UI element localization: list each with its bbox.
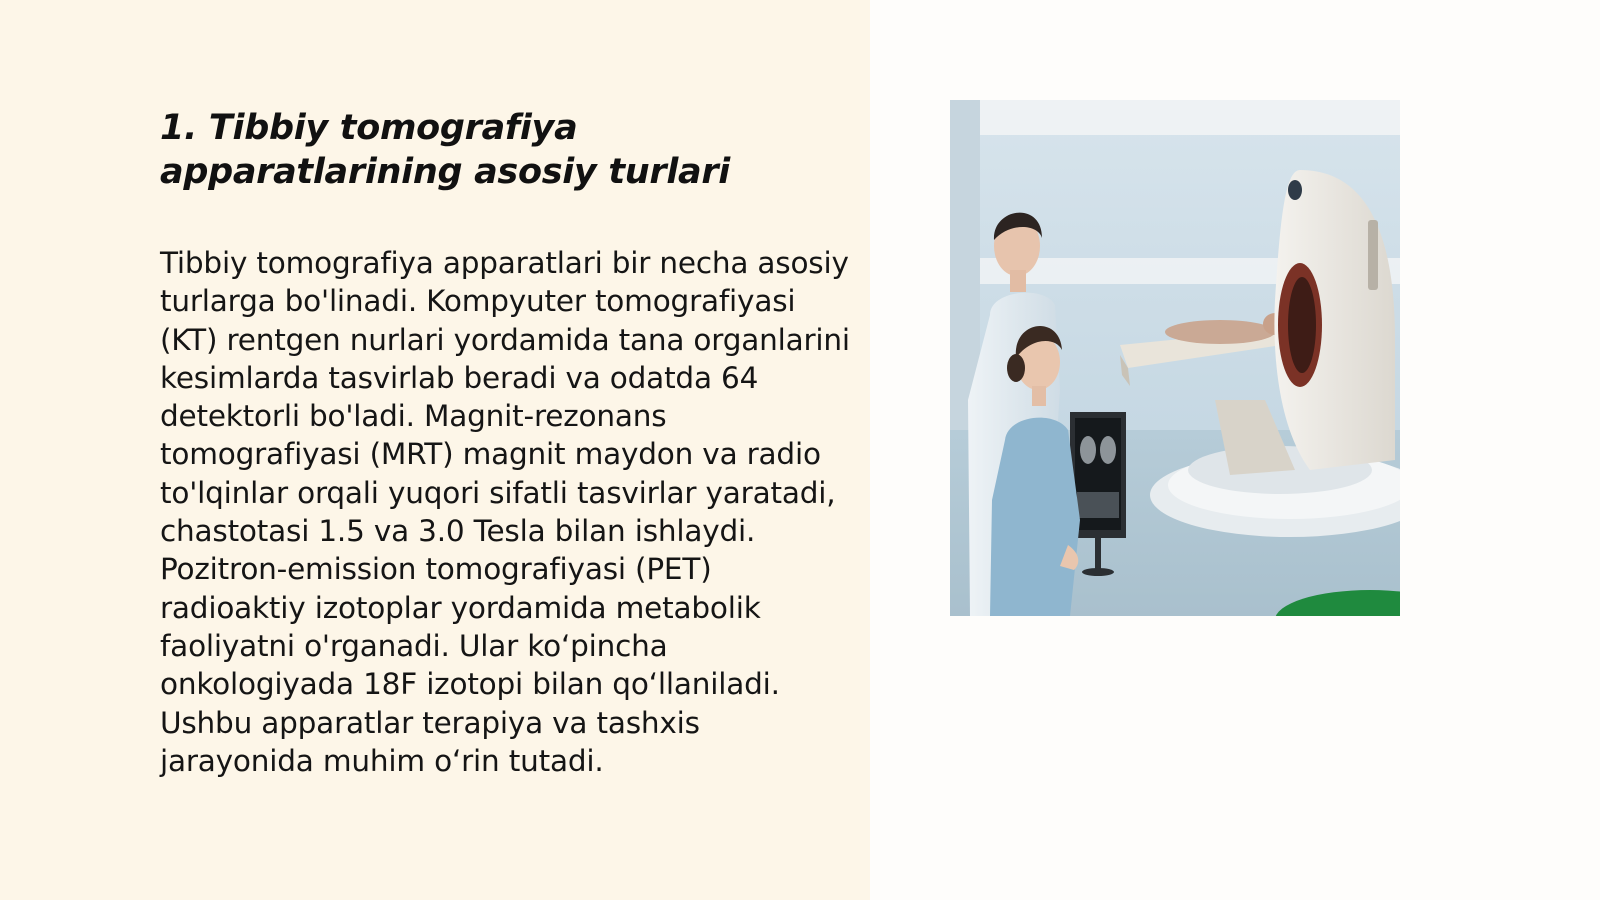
slide-title: 1. Tibbiy tomografiya apparatlarining asosiy turlari (160, 108, 731, 192)
slide-body-text: Tibbiy tomografiya apparatlari bir necha asosiy turlarga bo'linadi. Kompyuter tomografiyasi (KT) rentgen nurlari yordamida tana organlarini kesimlarda tasvirlab beradi va odatda 64 detektorli bo'ladi. Magnit-rezonans tomografiyasi (MRT) magnit maydon va radio to'lqinlar orqali yuqori sifatli tasvirlar yaratadi, chastotasi 1.5 va 3.0 Tesla bilan ishlaydi. Pozitron-emission tomografiyasi (PET) radioaktiy izotoplar yordamida metabolik faoliyatni o'rganadi. Ular ko‘pincha onkologiyada 18F izotopi bilan qo‘llaniladi. Ushbu apparatlar terapiya va tashxis jarayonida muhim o‘rin tutadi. (160, 246, 850, 778)
ct-scanner-photo (950, 100, 1400, 616)
